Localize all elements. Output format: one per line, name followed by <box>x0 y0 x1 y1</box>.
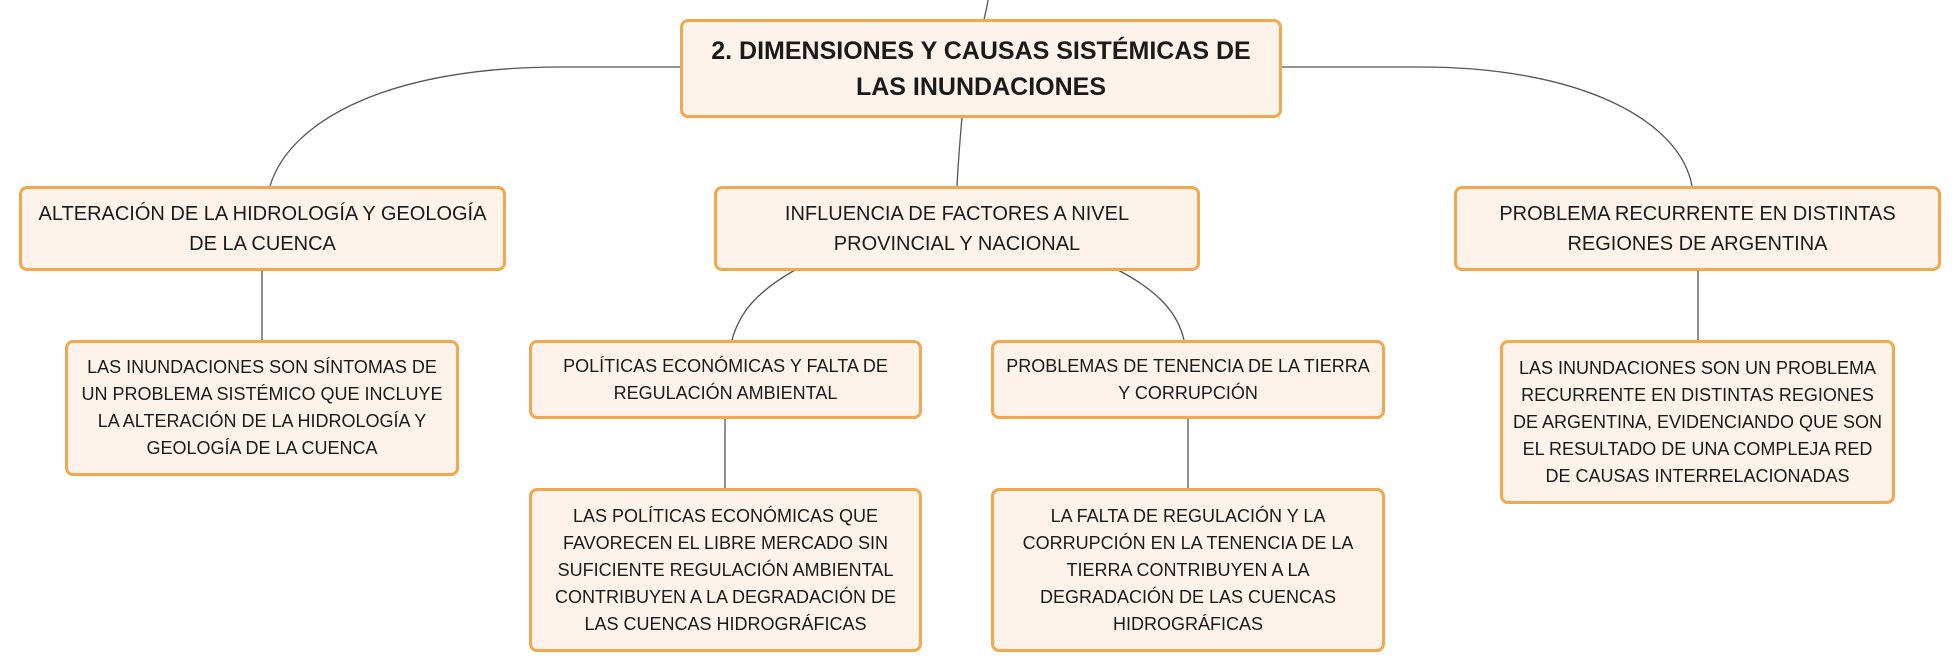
leaf-node-sintomas[interactable] <box>65 340 459 476</box>
child-node-tenencia[interactable] <box>991 340 1385 419</box>
branch-node-factores[interactable] <box>714 186 1200 271</box>
leaf-node-label: LAS INUNDACIONES SON SÍNTOMAS DE UN PROBLEMA SISTÉMICO QUE INCLUYE LA ALTERACIÓN DE LA HIDROLOGÍA Y GEOLOGÍA DE LA CUENCA <box>81 357 443 458</box>
child-node-label: POLÍTICAS ECONÓMICAS Y FALTA DE REGULACIÓN AMBIENTAL <box>563 355 888 403</box>
connector-center-child-1 <box>732 270 795 340</box>
connector-root-branch-center <box>957 117 962 186</box>
connector-root-parent <box>984 0 988 20</box>
branch-node-problema-recurrente[interactable] <box>1454 186 1941 271</box>
leaf-node-corrupcion[interactable] <box>991 488 1385 652</box>
root-node-label: 2. DIMENSIONES Y CAUSAS SISTÉMICAS DE LAS INUNDACIONES <box>711 36 1251 101</box>
leaf-node-recurrente[interactable] <box>1500 340 1895 504</box>
connector-root-branch-left <box>270 67 680 186</box>
child-node-politicas[interactable] <box>529 340 922 419</box>
leaf-node-label: LAS POLÍTICAS ECONÓMICAS QUE FAVORECEN EL LIBRE MERCADO SIN SUFICIENTE REGULACIÓN AMBIENTAL CONTRIBUYEN A LA DEGRADACIÓN DE LAS CUENCAS HIDROGRÁFICAS <box>554 505 897 634</box>
leaf-node-libre-mercado[interactable] <box>529 488 922 652</box>
branch-node-label: ALTERACIÓN DE LA HIDROLOGÍA Y GEOLOGÍA DE LA CUENCA <box>38 202 487 255</box>
connector-center-child-2 <box>1118 270 1184 340</box>
branch-node-hidrologia[interactable] <box>19 186 506 271</box>
leaf-node-label: LAS INUNDACIONES SON UN PROBLEMA RECURRENTE EN DISTINTAS REGIONES DE ARGENTINA, EVIDENCIANDO QUE SON EL RESULTADO DE UNA COMPLEJA RED DE CAUSAS INTERRELACIONADAS <box>1512 357 1883 486</box>
root-node[interactable] <box>680 19 1282 118</box>
connector-root-branch-right <box>1280 67 1692 186</box>
leaf-node-label: LA FALTA DE REGULACIÓN Y LA CORRUPCIÓN EN LA TENENCIA DE LA TIERRA CONTRIBUYEN A LA DEGRADACIÓN DE LAS CUENCAS HIDROGRÁFICAS <box>1022 505 1354 634</box>
branch-node-label: INFLUENCIA DE FACTORES A NIVEL PROVINCIAL Y NACIONAL <box>784 202 1130 255</box>
child-node-label: PROBLEMAS DE TENENCIA DE LA TIERRA Y CORRUPCIÓN <box>1006 355 1370 403</box>
branch-node-label: PROBLEMA RECURRENTE EN DISTINTAS REGIONES DE ARGENTINA <box>1499 202 1896 255</box>
